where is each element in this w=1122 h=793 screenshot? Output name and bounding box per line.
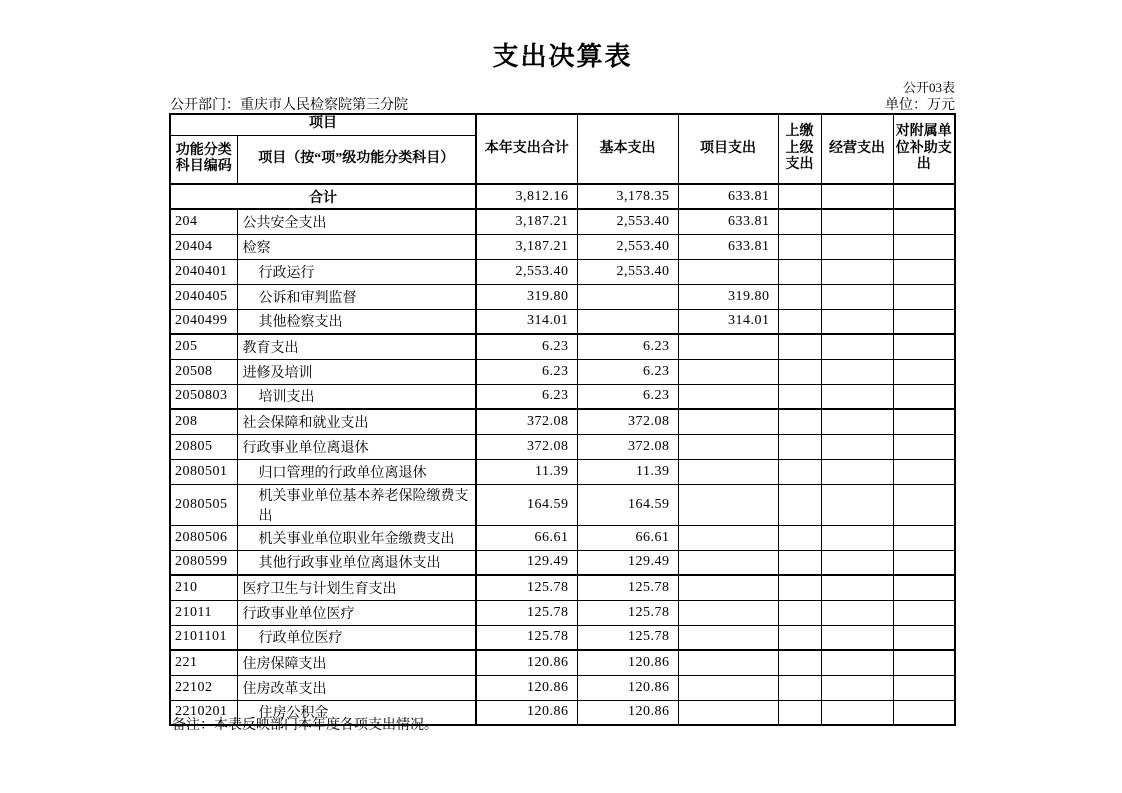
annual-total-cell: 6.23 bbox=[476, 384, 577, 409]
code-cell: 208 bbox=[170, 409, 237, 434]
annual-total-cell: 3,187.21 bbox=[476, 234, 577, 259]
project-cell: 314.01 bbox=[678, 309, 778, 334]
basic-cell: 129.49 bbox=[577, 550, 678, 575]
operating-cell bbox=[821, 384, 893, 409]
annual-total-cell: 120.86 bbox=[476, 700, 577, 725]
affiliated-cell bbox=[893, 309, 955, 334]
project-cell bbox=[678, 459, 778, 484]
affiliated-cell bbox=[893, 409, 955, 434]
affiliated-cell bbox=[893, 550, 955, 575]
project-cell bbox=[678, 359, 778, 384]
name-cell: 归口管理的行政单位离退休 bbox=[237, 459, 476, 484]
operating-cell bbox=[821, 409, 893, 434]
name-cell: 医疗卫生与计划生育支出 bbox=[237, 575, 476, 600]
project-cell bbox=[678, 259, 778, 284]
table-row bbox=[170, 600, 955, 625]
project-cell: 633.81 bbox=[678, 184, 778, 209]
basic-cell: 6.23 bbox=[577, 359, 678, 384]
operating-cell bbox=[821, 184, 893, 209]
upper-level-cell bbox=[778, 459, 821, 484]
operating-cell bbox=[821, 575, 893, 600]
annual-total-cell: 66.61 bbox=[476, 525, 577, 550]
table-row bbox=[170, 650, 955, 675]
basic-cell: 2,553.40 bbox=[577, 259, 678, 284]
annual-total-cell: 3,812.16 bbox=[476, 184, 577, 209]
upper-level-cell bbox=[778, 359, 821, 384]
code-cell: 20508 bbox=[170, 359, 237, 384]
project-cell bbox=[678, 384, 778, 409]
basic-cell: 66.61 bbox=[577, 525, 678, 550]
header-affiliated-subsidy: 对附属单位补助支出 bbox=[893, 114, 955, 184]
name-cell: 进修及培训 bbox=[237, 359, 476, 384]
project-cell bbox=[678, 434, 778, 459]
affiliated-cell bbox=[893, 234, 955, 259]
table-row bbox=[170, 459, 955, 484]
name-cell: 行政事业单位医疗 bbox=[237, 600, 476, 625]
header-project-group: 项目 bbox=[170, 114, 476, 135]
operating-cell bbox=[821, 434, 893, 459]
table-row bbox=[170, 209, 955, 234]
project-cell bbox=[678, 600, 778, 625]
basic-cell: 164.59 bbox=[577, 484, 678, 525]
annual-total-cell: 120.86 bbox=[476, 675, 577, 700]
header-code: 功能分类科目编码 bbox=[170, 135, 237, 184]
basic-cell bbox=[577, 284, 678, 309]
name-cell: 机关事业单位基本养老保险缴费支出 bbox=[237, 484, 476, 525]
upper-level-cell bbox=[778, 525, 821, 550]
name-cell: 检察 bbox=[237, 234, 476, 259]
table-row bbox=[170, 259, 955, 284]
table-row bbox=[170, 384, 955, 409]
upper-level-cell bbox=[778, 575, 821, 600]
unit-line: 单位：万元 bbox=[885, 98, 955, 113]
code-cell: 2080501 bbox=[170, 459, 237, 484]
header-item-name: 项目（按“项”级功能分类科目） bbox=[237, 135, 476, 184]
upper-level-cell bbox=[778, 675, 821, 700]
annual-total-cell: 11.39 bbox=[476, 459, 577, 484]
operating-cell bbox=[821, 359, 893, 384]
table-header bbox=[170, 114, 955, 184]
annual-total-cell: 319.80 bbox=[476, 284, 577, 309]
operating-cell bbox=[821, 600, 893, 625]
operating-cell bbox=[821, 209, 893, 234]
annual-total-cell: 129.49 bbox=[476, 550, 577, 575]
code-cell: 2050803 bbox=[170, 384, 237, 409]
code-cell: 21011 bbox=[170, 600, 237, 625]
name-cell: 住房保障支出 bbox=[237, 650, 476, 675]
form-number: 公开03表 bbox=[902, 80, 955, 95]
upper-level-cell bbox=[778, 434, 821, 459]
code-cell: 205 bbox=[170, 334, 237, 359]
project-cell bbox=[678, 550, 778, 575]
operating-cell bbox=[821, 650, 893, 675]
operating-cell bbox=[821, 259, 893, 284]
operating-cell bbox=[821, 625, 893, 650]
annual-total-cell: 125.78 bbox=[476, 600, 577, 625]
upper-level-cell bbox=[778, 650, 821, 675]
table-row bbox=[170, 284, 955, 309]
upper-level-cell bbox=[778, 284, 821, 309]
affiliated-cell bbox=[893, 434, 955, 459]
annual-total-cell: 314.01 bbox=[476, 309, 577, 334]
operating-cell bbox=[821, 484, 893, 525]
basic-cell: 120.86 bbox=[577, 650, 678, 675]
basic-cell: 3,178.35 bbox=[577, 184, 678, 209]
upper-level-cell bbox=[778, 334, 821, 359]
operating-cell bbox=[821, 550, 893, 575]
annual-total-cell: 125.78 bbox=[476, 575, 577, 600]
basic-cell: 125.78 bbox=[577, 625, 678, 650]
affiliated-cell bbox=[893, 575, 955, 600]
annual-total-cell: 164.59 bbox=[476, 484, 577, 525]
code-cell: 22102 bbox=[170, 675, 237, 700]
affiliated-cell bbox=[893, 384, 955, 409]
annual-total-cell: 125.78 bbox=[476, 625, 577, 650]
affiliated-cell bbox=[893, 334, 955, 359]
basic-cell: 125.78 bbox=[577, 575, 678, 600]
project-cell: 633.81 bbox=[678, 209, 778, 234]
table-row bbox=[170, 525, 955, 550]
affiliated-cell bbox=[893, 259, 955, 284]
code-cell: 204 bbox=[170, 209, 237, 234]
operating-cell bbox=[821, 675, 893, 700]
upper-level-cell bbox=[778, 484, 821, 525]
name-cell: 社会保障和就业支出 bbox=[237, 409, 476, 434]
grand-total-row bbox=[170, 184, 955, 209]
expenditure-table bbox=[169, 113, 956, 726]
code-cell: 210 bbox=[170, 575, 237, 600]
upper-level-cell bbox=[778, 384, 821, 409]
name-cell: 行政事业单位离退休 bbox=[237, 434, 476, 459]
table-row bbox=[170, 550, 955, 575]
basic-cell: 372.08 bbox=[577, 434, 678, 459]
table-row bbox=[170, 484, 955, 525]
upper-level-cell bbox=[778, 600, 821, 625]
affiliated-cell bbox=[893, 484, 955, 525]
operating-cell bbox=[821, 234, 893, 259]
name-cell: 行政单位医疗 bbox=[237, 625, 476, 650]
code-cell: 2101101 bbox=[170, 625, 237, 650]
code-cell: 2040401 bbox=[170, 259, 237, 284]
name-cell: 公诉和审判监督 bbox=[237, 284, 476, 309]
annual-total-cell: 6.23 bbox=[476, 334, 577, 359]
basic-cell: 6.23 bbox=[577, 334, 678, 359]
basic-cell: 2,553.40 bbox=[577, 234, 678, 259]
affiliated-cell bbox=[893, 525, 955, 550]
affiliated-cell bbox=[893, 359, 955, 384]
project-cell bbox=[678, 334, 778, 359]
annual-total-cell: 3,187.21 bbox=[476, 209, 577, 234]
project-cell bbox=[678, 525, 778, 550]
name-cell: 机关事业单位职业年金缴费支出 bbox=[237, 525, 476, 550]
header-basic: 基本支出 bbox=[577, 114, 678, 184]
code-cell: 2040405 bbox=[170, 284, 237, 309]
code-cell: 221 bbox=[170, 650, 237, 675]
table-row bbox=[170, 409, 955, 434]
name-cell: 其他检察支出 bbox=[237, 309, 476, 334]
table-row bbox=[170, 675, 955, 700]
table-row bbox=[170, 625, 955, 650]
operating-cell bbox=[821, 334, 893, 359]
affiliated-cell bbox=[893, 284, 955, 309]
name-cell: 培训支出 bbox=[237, 384, 476, 409]
basic-cell: 120.86 bbox=[577, 675, 678, 700]
project-cell bbox=[678, 484, 778, 525]
upper-level-cell bbox=[778, 234, 821, 259]
page-title: 支出决算表 bbox=[492, 42, 633, 71]
code-cell: 2080506 bbox=[170, 525, 237, 550]
affiliated-cell bbox=[893, 209, 955, 234]
name-cell: 其他行政事业单位离退休支出 bbox=[237, 550, 476, 575]
header-operating: 经营支出 bbox=[821, 114, 893, 184]
header-upper-level: 上缴上级支出 bbox=[778, 114, 821, 184]
table-body bbox=[170, 184, 955, 725]
operating-cell bbox=[821, 525, 893, 550]
operating-cell bbox=[821, 459, 893, 484]
upper-level-cell bbox=[778, 625, 821, 650]
code-cell: 2210201 bbox=[170, 700, 237, 725]
operating-cell bbox=[821, 284, 893, 309]
annual-total-cell: 372.08 bbox=[476, 409, 577, 434]
annual-total-cell: 6.23 bbox=[476, 359, 577, 384]
meta-row bbox=[170, 94, 955, 114]
affiliated-cell bbox=[893, 650, 955, 675]
table-row bbox=[170, 334, 955, 359]
name-cell: 公共安全支出 bbox=[237, 209, 476, 234]
table-row bbox=[170, 234, 955, 259]
project-cell: 633.81 bbox=[678, 234, 778, 259]
table-row bbox=[170, 309, 955, 334]
code-cell: 2080505 bbox=[170, 484, 237, 525]
affiliated-cell bbox=[893, 459, 955, 484]
department-line: 公开部门：重庆市人民检察院第三分院 bbox=[170, 98, 408, 113]
basic-cell: 2,553.40 bbox=[577, 209, 678, 234]
upper-level-cell bbox=[778, 184, 821, 209]
affiliated-cell bbox=[893, 184, 955, 209]
code-cell: 20805 bbox=[170, 434, 237, 459]
table-row bbox=[170, 359, 955, 384]
basic-cell: 372.08 bbox=[577, 409, 678, 434]
total-label-cell: 合计 bbox=[170, 184, 476, 209]
affiliated-cell bbox=[893, 625, 955, 650]
table-row bbox=[170, 434, 955, 459]
name-cell: 教育支出 bbox=[237, 334, 476, 359]
project-cell bbox=[678, 625, 778, 650]
footnote: 备注：本表反映部门本年度各项支出情况。 bbox=[172, 718, 438, 733]
annual-total-cell: 2,553.40 bbox=[476, 259, 577, 284]
annual-total-cell: 372.08 bbox=[476, 434, 577, 459]
basic-cell: 120.86 bbox=[577, 700, 678, 725]
affiliated-cell bbox=[893, 600, 955, 625]
basic-cell: 11.39 bbox=[577, 459, 678, 484]
operating-cell bbox=[821, 309, 893, 334]
code-cell: 2040499 bbox=[170, 309, 237, 334]
code-cell: 2080599 bbox=[170, 550, 237, 575]
basic-cell bbox=[577, 309, 678, 334]
project-cell bbox=[678, 675, 778, 700]
basic-cell: 6.23 bbox=[577, 384, 678, 409]
header-annual-total: 本年支出合计 bbox=[476, 114, 577, 184]
table-row bbox=[170, 575, 955, 600]
project-cell bbox=[678, 650, 778, 675]
annual-total-cell: 120.86 bbox=[476, 650, 577, 675]
code-cell: 20404 bbox=[170, 234, 237, 259]
name-cell: 行政运行 bbox=[237, 259, 476, 284]
header-project: 项目支出 bbox=[678, 114, 778, 184]
upper-level-cell bbox=[778, 309, 821, 334]
affiliated-cell bbox=[893, 675, 955, 700]
project-cell bbox=[678, 575, 778, 600]
name-cell: 住房改革支出 bbox=[237, 675, 476, 700]
upper-level-cell bbox=[778, 259, 821, 284]
name-cell: 住房公积金 bbox=[237, 700, 476, 725]
project-cell: 319.80 bbox=[678, 284, 778, 309]
upper-level-cell bbox=[778, 209, 821, 234]
upper-level-cell bbox=[778, 550, 821, 575]
project-cell bbox=[678, 409, 778, 434]
basic-cell: 125.78 bbox=[577, 600, 678, 625]
upper-level-cell bbox=[778, 409, 821, 434]
